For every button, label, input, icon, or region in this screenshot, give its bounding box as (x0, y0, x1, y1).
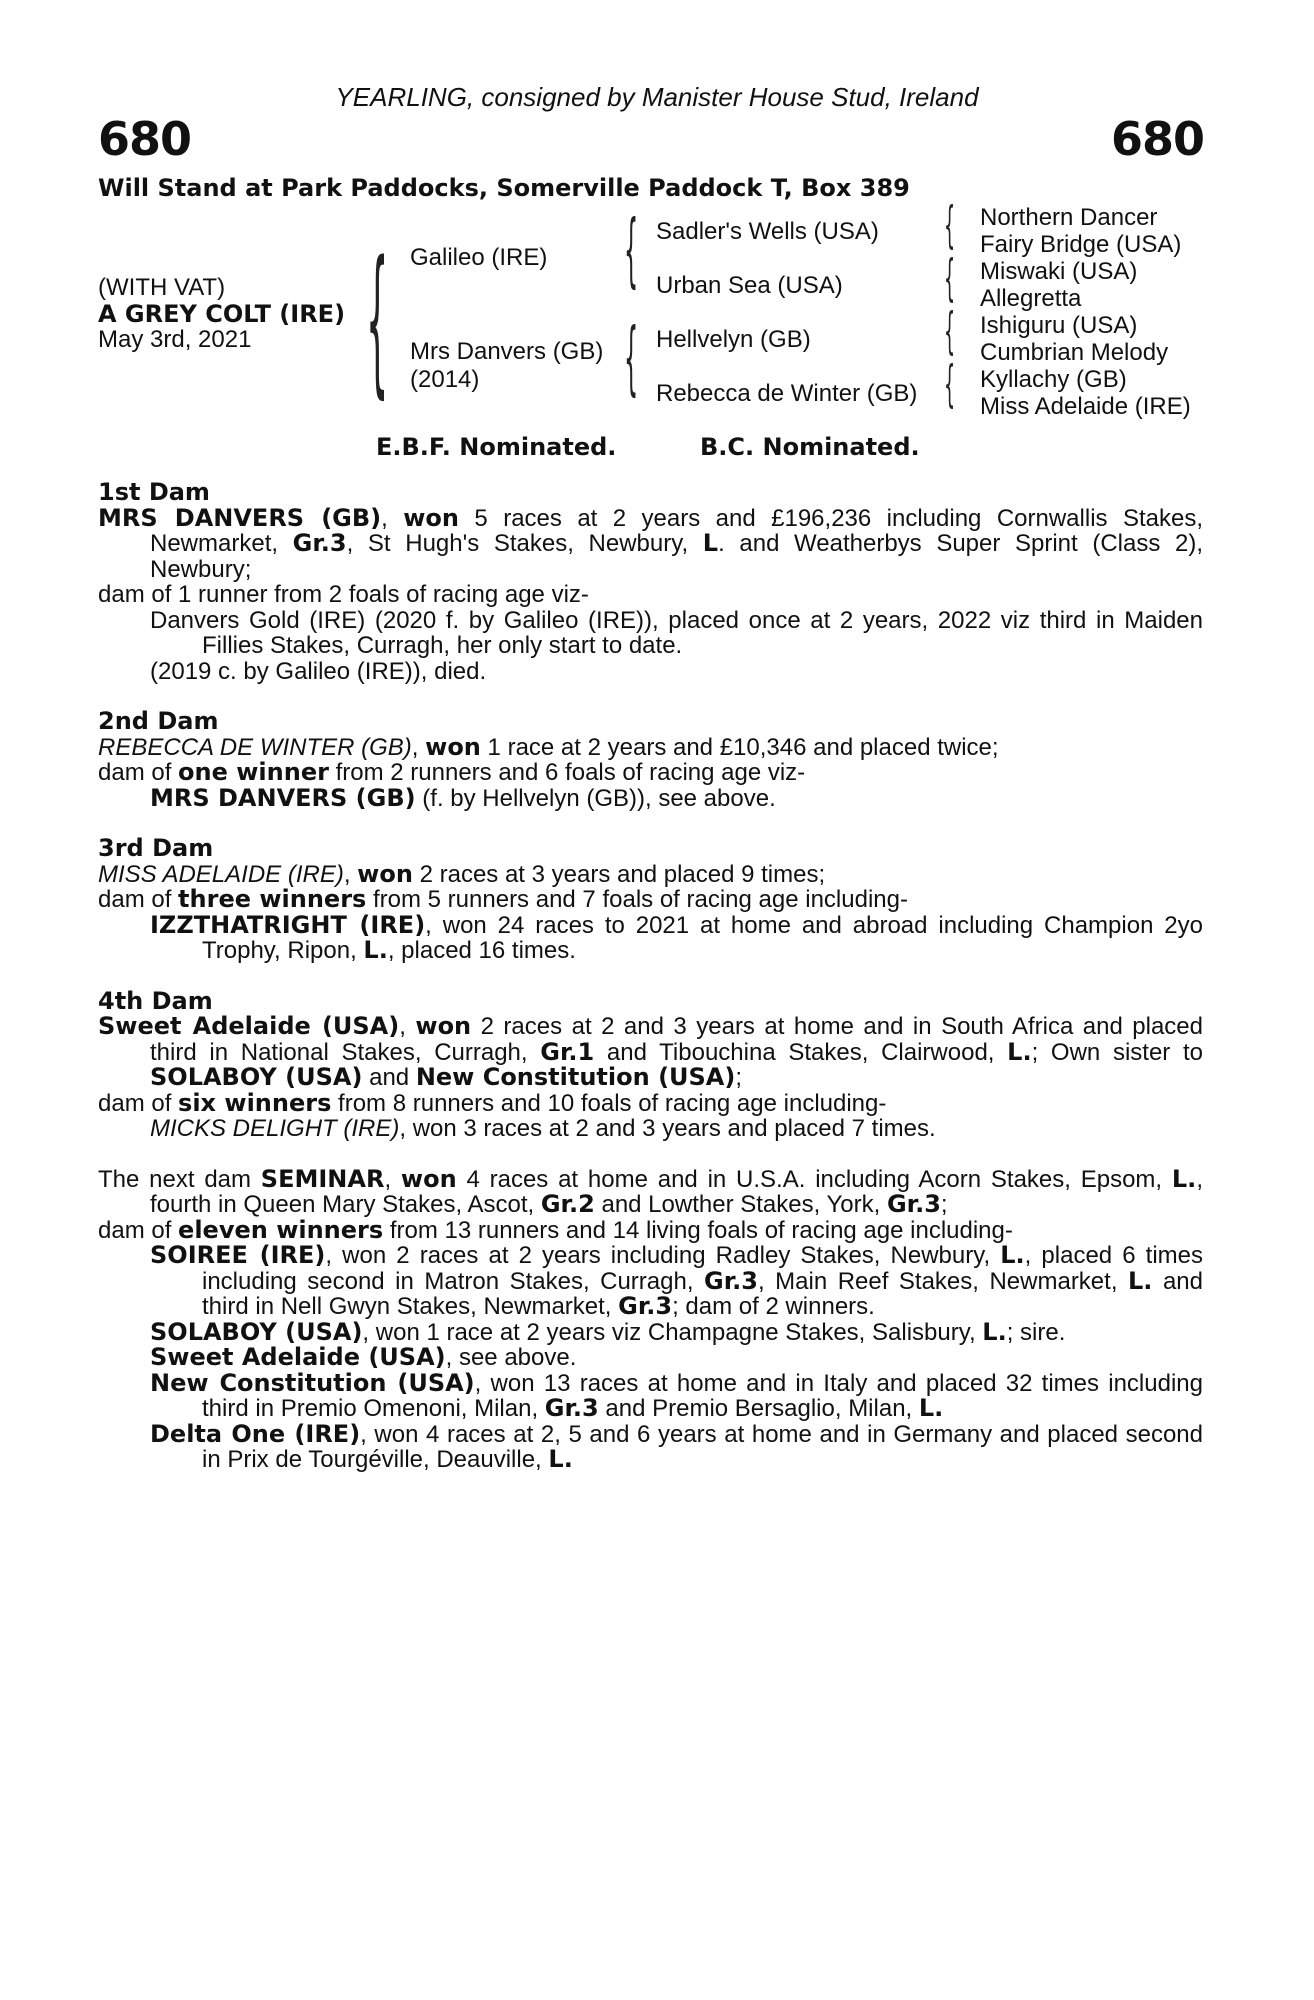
won-label: won (357, 859, 413, 888)
record-text: , St Hugh's Stakes, Newbury, (346, 530, 703, 557)
record-text: and third in Nell Gwyn Stakes, Newmarket, (202, 1267, 1203, 1320)
record-text: from 13 runners and 14 living foals of racing age including- (383, 1216, 1013, 1244)
grade-label: Gr.3 (704, 1266, 758, 1295)
winners-count: eleven winners (178, 1215, 384, 1244)
pedigree-brace-main: { (366, 226, 389, 413)
next-dam-foal-new-constitution (98, 1368, 1203, 1422)
record-text: ; dam of 2 winners. (672, 1293, 875, 1320)
grade-label: Gr.2 (540, 1190, 595, 1218)
next-dam-foal-soiree (98, 1243, 1203, 1320)
record-text: 4 races at home and in U.S.A. including Acorn Stakes, Epsom, (456, 1165, 1172, 1193)
pedigree-sire: Galileo (IRE) (410, 244, 548, 271)
foal-name: New Constitution (USA) (150, 1368, 475, 1397)
third-dam-produce-summary (98, 887, 1203, 913)
pedigree-sire-sire: Sadler's Wells (USA) (656, 218, 879, 245)
third-dam-name: MISS ADELAIDE (IRE) (98, 860, 344, 888)
record-text: , placed 16 times. (387, 937, 576, 964)
fourth-dam-foal-1 (98, 1116, 1203, 1142)
listed-label: L. (918, 1394, 944, 1422)
record-text: , won 1 race at 2 years viz Champagne Stakes, Salisbury, (362, 1318, 983, 1346)
second-dam-foal-1 (98, 783, 1203, 812)
third-dam-record: MISS ADELAIDE (IRE), won 2 races at 3 years and placed 9 times; (98, 859, 826, 888)
listed-label: L. (1171, 1164, 1197, 1193)
grade-label: Gr.1 (540, 1037, 595, 1066)
sibling-name: New Constitution (USA) (415, 1063, 736, 1091)
horse-name: A GREY COLT (IRE) (98, 300, 346, 328)
record-text: , won 3 races at 2 and 3 years and placed 7 times. (399, 1115, 936, 1142)
foal-name: Delta One (IRE) (150, 1419, 361, 1448)
record-text: ; (735, 1064, 743, 1091)
listed-label: L. (982, 1317, 1007, 1346)
sibling-name: SOLABOY (USA) (150, 1063, 363, 1091)
lot-number-right: 680 (1110, 112, 1204, 166)
record-text: 2 races at 2 and 3 years at home and in South Africa and placed third in National Stakes, Curragh, (150, 1013, 1204, 1066)
won-label: won (403, 503, 459, 532)
pedigree-brace-dd: { (944, 355, 956, 413)
first-dam-foal-1: Danvers Gold (IRE) (2020 f. by Galileo (IRE)), placed once at 2 years, 2022 viz third in Maiden Fillies Stakes, Curragh, her only start to date. (150, 606, 1203, 659)
foal-name: MRS DANVERS (GB) (150, 783, 416, 812)
record-text: dam of (98, 1089, 179, 1117)
pedigree-dsd: Cumbrian Melody (980, 339, 1169, 366)
listed-label: L. (1000, 1241, 1025, 1269)
first-dam-produce-summary: dam of 1 runner from 2 foals of racing age viz- (98, 581, 589, 608)
second-dam-record: REBECCA DE WINTER (GB), won 1 race at 2 years and £10,346 and placed twice; (98, 732, 999, 761)
winners-count: one winner (178, 758, 329, 786)
listed-label: L. (1128, 1266, 1153, 1295)
grade-label: Gr.3 (292, 529, 347, 557)
record-text: , see above. (445, 1344, 577, 1371)
record-text: (f. by Hellvelyn (GB)), see above. (415, 784, 776, 812)
record-text: The next dam (98, 1165, 261, 1193)
record-text: 5 races at 2 years and £196,236 including Cornwallis Stakes, Newmarket, (150, 504, 1203, 557)
next-dam-foal-solaboy (98, 1317, 1203, 1346)
listed-label: L. (548, 1445, 573, 1473)
foal-name: SOIREE (IRE) (150, 1241, 326, 1269)
foal-name: Sweet Adelaide (USA) (150, 1343, 446, 1371)
second-dam-produce-summary (98, 760, 1203, 786)
first-dam-foal-2: (2019 c. by Galileo (IRE)), died. (150, 657, 487, 685)
winners-count: six winners (178, 1088, 332, 1117)
vat-note: (WITH VAT) (98, 274, 226, 301)
record-text: , won 2 races at 2 years including Radley Stakes, Newbury, (325, 1242, 1001, 1269)
bc-nominated: B.C. Nominated. (700, 433, 920, 461)
pedigree-ssd: Fairy Bridge (USA) (980, 231, 1182, 258)
next-dam-record: The next dam SEMINAR, won 4 races at home and in U.S.A. including Acorn Stakes, Epsom, L., fourth in Queen Mary Stakes, Ascot, Gr.2 and Lowther Stakes, York, Gr.3; (98, 1164, 1203, 1218)
record-text: 1 race at 2 years and £10,346 and placed twice; (480, 733, 999, 761)
record-text: and (362, 1064, 416, 1091)
pedigree-sire-dam: Urban Sea (USA) (656, 272, 843, 299)
pedigree-dss: Ishiguru (USA) (980, 312, 1138, 339)
fourth-dam-heading: 4th Dam (98, 986, 213, 1015)
catalogue-body (98, 480, 1203, 1473)
record-text: 2 races at 3 years and placed 9 times; (412, 860, 826, 888)
grade-label: Gr.3 (886, 1190, 941, 1218)
record-text: dam of (98, 1216, 179, 1244)
listed-label: L. (1007, 1037, 1032, 1066)
fourth-dam-name: Sweet Adelaide (USA) (98, 1012, 400, 1040)
listed-label: L. (363, 936, 388, 964)
record-text: and Lowther Stakes, York, (594, 1191, 887, 1218)
record-text: . and Weatherbys Super Sprint (Class 2), Newbury; (150, 530, 1204, 583)
grade-label: Gr.3 (544, 1394, 599, 1422)
pedigree-brace-sire: { (624, 203, 639, 296)
pedigree-dam-year: (2014) (410, 366, 480, 393)
pedigree-dds: Kyllachy (GB) (980, 366, 1127, 393)
second-dam-name: REBECCA DE WINTER (GB) (98, 733, 412, 761)
next-dam-produce-summary (98, 1215, 1203, 1244)
record-text: from 5 runners and 7 foals of racing age including- (366, 886, 908, 913)
foal-name: IZZTHATRIGHT (IRE) (150, 910, 426, 939)
pedigree-sds: Miswaki (USA) (980, 258, 1138, 285)
pedigree-sdd: Allegretta (980, 285, 1082, 312)
third-dam-heading: 3rd Dam (98, 834, 214, 862)
third-dam-foal-1 (98, 910, 1204, 964)
record-text: from 8 runners and 10 foals of racing age including- (331, 1089, 887, 1117)
ebf-nominated: E.B.F. Nominated. (376, 433, 617, 461)
pedigree-dam-dam: Rebecca de Winter (GB) (656, 380, 918, 407)
fourth-dam-produce-summary (98, 1088, 1203, 1117)
won-label: won (400, 1164, 457, 1193)
next-dam-name: SEMINAR (260, 1164, 385, 1193)
fourth-dam-record: Sweet Adelaide (USA), won 2 races at 2 and 3 years at home and in South Africa and placed third in National Stakes, Curragh, Gr.1 and Tibouchina Stakes, Clairwood, L.; Own sister to SOLABOY (USA) and New Constitution (USA); (98, 1012, 1204, 1091)
record-text: and Premio Bersaglio, Milan, (598, 1395, 919, 1422)
next-dam-foal-delta-one (98, 1419, 1203, 1473)
won-label: won (425, 732, 481, 761)
pedigree-dam: Mrs Danvers (GB) (410, 338, 604, 365)
won-label: won (415, 1012, 472, 1040)
pedigree-brace-ds: { (944, 302, 956, 360)
lot-number-left: 680 (98, 112, 192, 166)
pedigree-brace-sd: { (944, 249, 956, 307)
record-text: , Main Reef Stakes, Newmarket, (757, 1267, 1129, 1295)
consignment-line: YEARLING, consigned by Manister House Stud, Ireland (335, 82, 979, 112)
next-dam-foal-sweet-adelaide (98, 1345, 1203, 1371)
first-dam-record: MRS DANVERS (GB), won 5 races at 2 years and £196,236 including Cornwallis Stakes, Newmarket, Gr.3, St Hugh's Stakes, Newbury, L. and Weatherbys Super Sprint (Class 2), Newbury; (98, 503, 1204, 583)
pedigree-brace-ss: { (944, 196, 956, 254)
record-text: , placed 6 times including second in Matron Stakes, Curragh, (202, 1242, 1203, 1295)
grade-label: Gr.3 (618, 1292, 673, 1320)
foal-name: MICKS DELIGHT (IRE) (150, 1115, 400, 1142)
foaling-date: May 3rd, 2021 (98, 326, 252, 353)
record-text: , fourth in Queen Mary Stakes, Ascot, (150, 1165, 1203, 1218)
record-text: ; sire. (1006, 1318, 1066, 1346)
second-dam-heading: 2nd Dam (98, 707, 219, 735)
pedigree-sss: Northern Dancer (980, 204, 1158, 231)
record-text: and Tibouchina Stakes, Clairwood, (594, 1038, 1008, 1066)
first-dam-name: MRS DANVERS (GB) (98, 503, 382, 532)
foal-name: SOLABOY (USA) (150, 1317, 363, 1346)
record-text: from 2 runners and 6 foals of racing age viz- (328, 759, 806, 786)
winners-count: three winners (178, 885, 367, 913)
record-text: dam of (98, 759, 179, 786)
pedigree-brace-dam: { (624, 311, 639, 404)
pedigree-ddd: Miss Adelaide (IRE) (980, 393, 1191, 420)
record-text: , won 13 races at home and in Italy and placed 32 times including third in Premio Omenoni, Milan, (202, 1369, 1203, 1422)
record-text: , won 4 races at 2, 5 and 6 years at home and in Germany and placed second in Prix de Tourgéville, Deauville, (202, 1420, 1203, 1473)
first-dam-heading: 1st Dam (98, 478, 210, 506)
listed-label: L (702, 529, 719, 557)
stand-location: Will Stand at Park Paddocks, Somerville Paddock T, Box 389 (98, 174, 910, 202)
record-text: ; (940, 1191, 948, 1218)
record-text: ; Own sister to (1031, 1038, 1203, 1066)
record-text: , won 24 races to 2021 at home and abroad including Champion 2yo Trophy, Ripon, (202, 911, 1204, 964)
pedigree-dam-sire: Hellvelyn (GB) (656, 326, 811, 353)
record-text: dam of (98, 886, 179, 913)
